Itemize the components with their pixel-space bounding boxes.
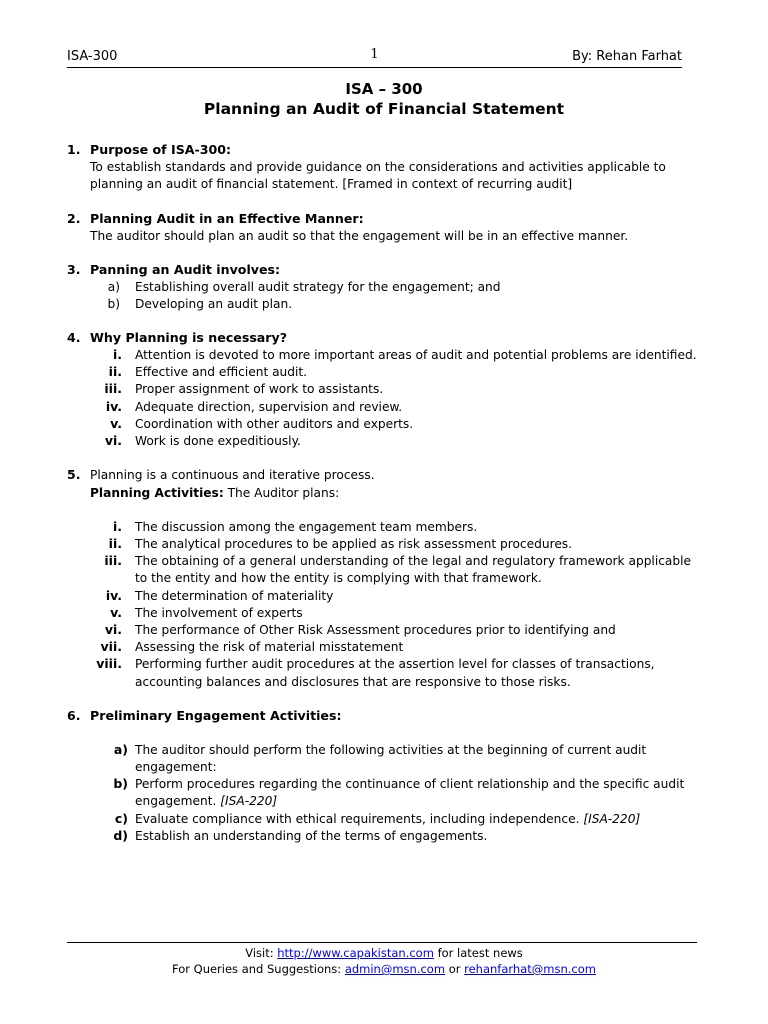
list-item-text: Adequate direction, supervision and review. xyxy=(135,400,403,414)
list-label: v. xyxy=(110,605,122,620)
footer-email-link-rehan[interactable]: rehanfarhat@msn.com xyxy=(464,962,596,976)
footer-visit-prefix: Visit: xyxy=(245,946,274,960)
list-label: iv. xyxy=(105,588,122,603)
list-label: iv. xyxy=(105,399,122,414)
section-number: 4. xyxy=(67,330,81,345)
list-label: b) xyxy=(107,297,120,311)
section-heading: Panning an Audit involves: xyxy=(90,262,281,277)
list-item-text: Assessing the risk of material misstatement xyxy=(135,640,404,654)
header-doc-code: ISA-300 xyxy=(67,49,118,64)
list-label: a) xyxy=(113,742,128,757)
list-item-text: The obtaining of a general understanding of the legal and regulatory framework applicable xyxy=(135,554,691,568)
list-label: i. xyxy=(112,519,122,534)
footer-email-link-admin[interactable]: admin@msn.com xyxy=(344,962,446,976)
list-label: vi. xyxy=(104,622,122,637)
list-item-text: Developing an audit plan. xyxy=(135,297,293,311)
section-number: 3. xyxy=(67,262,81,277)
paragraph-line: Planning is a continuous and iterative process. xyxy=(90,468,375,482)
paragraph-line: planning an audit of financial statement. [Framed in context of recurring audit] xyxy=(90,177,573,191)
list-item-line xyxy=(135,811,640,827)
footer-visit-line xyxy=(0,946,768,960)
list-item-text: Perform procedures regarding the continuance of client relationship and the specific audit xyxy=(135,777,685,791)
list-label: ii. xyxy=(108,536,122,551)
section-number: 1. xyxy=(67,142,81,157)
list-item-text: engagement: xyxy=(135,760,217,774)
paragraph-line: To establish standards and provide guidance on the considerations and activities applicable to xyxy=(90,160,666,174)
list-label: viii. xyxy=(96,656,122,671)
footer-divider xyxy=(67,942,697,943)
list-label: iii. xyxy=(104,381,122,396)
sub-heading: Planning Activities: xyxy=(90,486,224,500)
list-item-text: Coordination with other auditors and experts. xyxy=(135,417,414,431)
list-item-text: Establishing overall audit strategy for the engagement; and xyxy=(135,280,501,294)
list-item-text: Evaluate compliance with ethical requirements, including independence. xyxy=(135,812,580,826)
list-item-text: The analytical procedures to be applied as risk assessment procedures. xyxy=(135,537,573,551)
section-heading: Preliminary Engagement Activities: xyxy=(90,708,342,723)
list-item-text: Attention is devoted to more important areas of audit and potential problems are identified. xyxy=(135,348,697,362)
footer-website-link[interactable]: http://www.capakistan.com xyxy=(277,946,434,960)
list-label: ii. xyxy=(108,364,122,379)
list-label: d) xyxy=(113,828,128,843)
list-item-text: Performing further audit procedures at the assertion level for classes of transactions, xyxy=(135,657,655,671)
list-item-text: The discussion among the engagement team members. xyxy=(135,520,478,534)
list-item-text: Effective and efficient audit. xyxy=(135,365,308,379)
list-item-text: The performance of Other Risk Assessment procedures prior to identifying and xyxy=(135,623,616,637)
section-number: 2. xyxy=(67,211,81,226)
sub-heading-text: The Auditor plans: xyxy=(227,486,340,500)
list-label: a) xyxy=(107,280,120,294)
list-label: v. xyxy=(110,416,122,431)
isa-reference: [ISA-220] xyxy=(583,812,641,826)
footer-or-text: or xyxy=(448,962,461,976)
list-label: i. xyxy=(112,347,122,362)
section-heading: Planning Audit in an Effective Manner: xyxy=(90,211,364,226)
section-heading: Purpose of ISA-300: xyxy=(90,142,232,157)
section-number: 5. xyxy=(67,467,81,482)
list-label: iii. xyxy=(104,553,122,568)
doc-subtitle: Planning an Audit of Financial Statement xyxy=(203,100,565,118)
list-item-text: The determination of materiality xyxy=(135,589,334,603)
list-item-line xyxy=(135,793,277,809)
footer-contact-line xyxy=(0,962,768,976)
doc-title: ISA – 300 xyxy=(345,80,423,98)
list-item-text: Establish an understanding of the terms of engagements. xyxy=(135,829,488,843)
list-label: vi. xyxy=(104,433,122,448)
page-header xyxy=(67,49,682,68)
footer-visit-suffix: for latest news xyxy=(437,946,523,960)
list-item-text: to the entity and how the entity is complying with that framework. xyxy=(135,571,542,585)
list-item-text: Proper assignment of work to assistants. xyxy=(135,382,384,396)
list-item-text: engagement. xyxy=(135,794,217,808)
section-heading: Why Planning is necessary? xyxy=(90,330,288,345)
header-page-number: 1 xyxy=(370,47,379,62)
list-label: vii. xyxy=(100,639,122,654)
list-item-text: The involvement of experts xyxy=(135,606,303,620)
isa-reference: [ISA-220] xyxy=(220,794,278,808)
footer-queries-prefix: For Queries and Suggestions: xyxy=(172,962,342,976)
sub-heading-line xyxy=(90,485,339,501)
list-item-text: accounting balances and disclosures that are responsive to those risks. xyxy=(135,675,571,689)
list-label: b) xyxy=(113,776,128,791)
list-label: c) xyxy=(114,811,128,826)
paragraph-line: The auditor should plan an audit so that the engagement will be in an effective manner. xyxy=(90,229,629,243)
section-number: 6. xyxy=(67,708,81,723)
list-item-text: Work is done expeditiously. xyxy=(135,434,301,448)
list-item-text: The auditor should perform the following activities at the beginning of current audit xyxy=(135,743,647,757)
header-author: By: Rehan Farhat xyxy=(572,49,682,64)
